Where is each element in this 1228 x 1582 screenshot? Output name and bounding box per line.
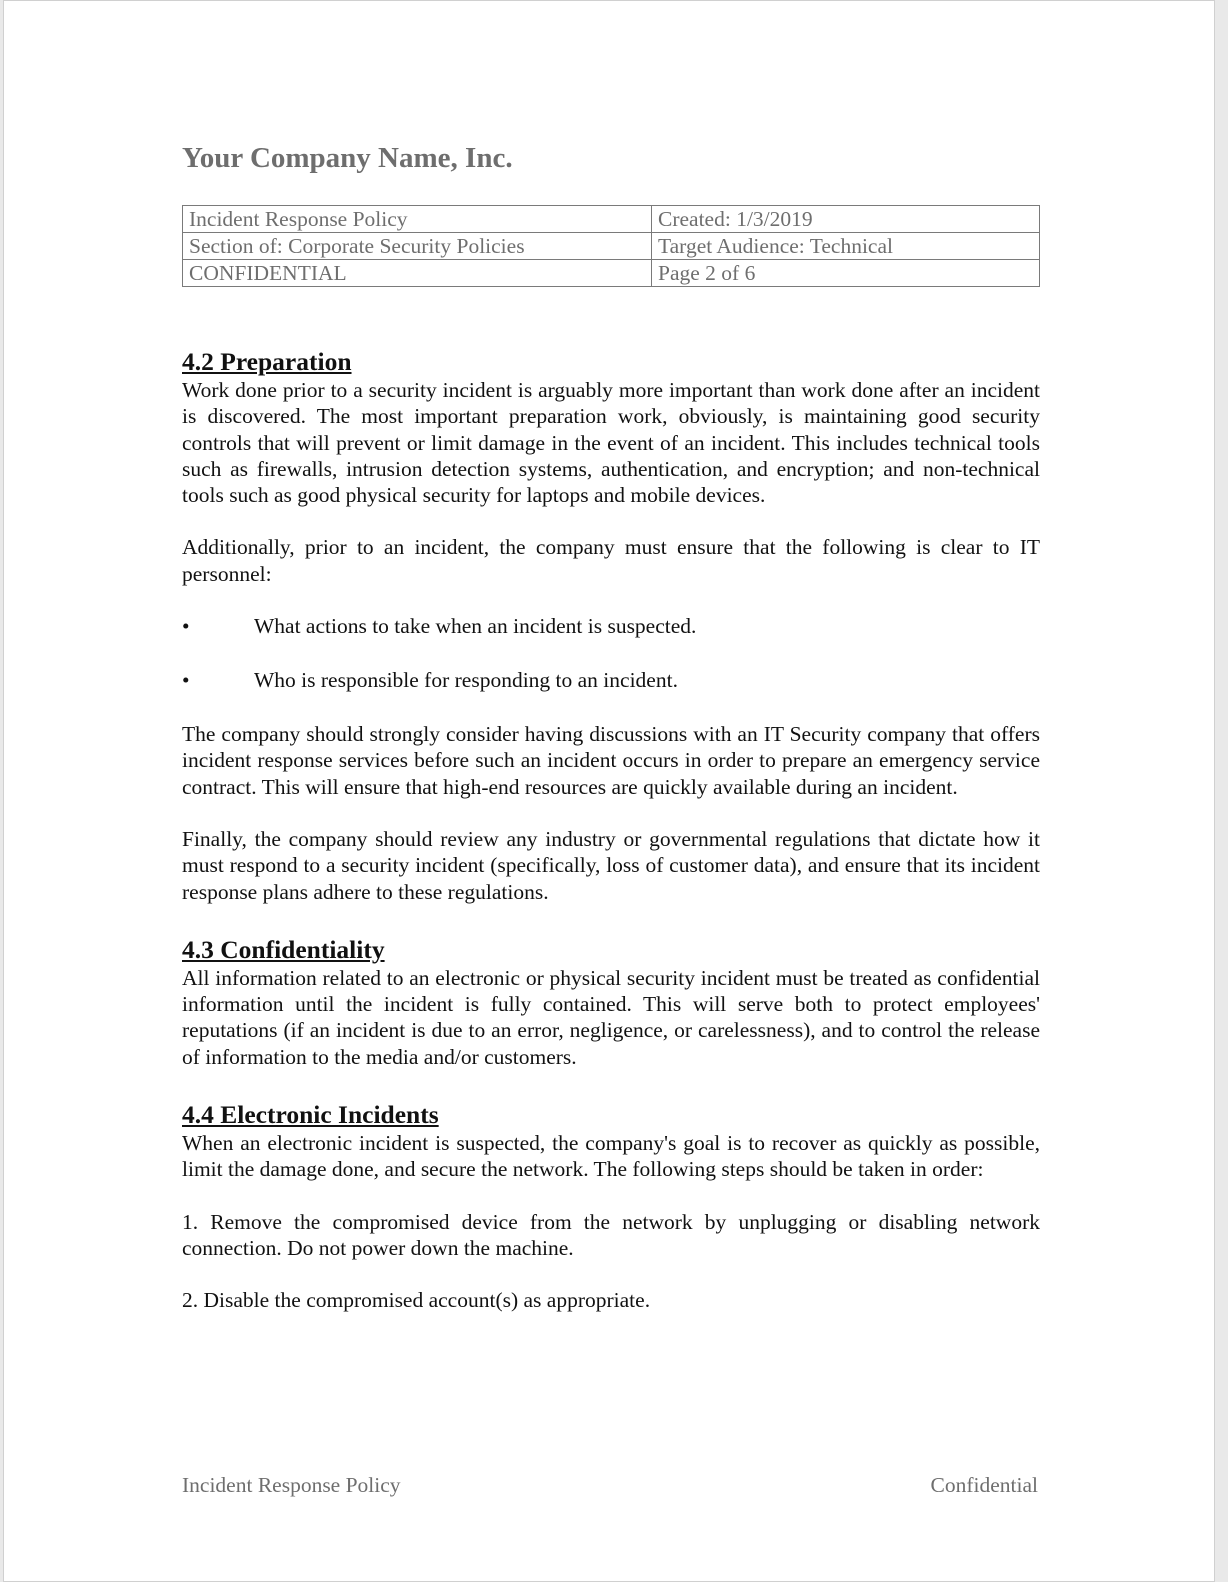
list-item [182,667,1040,693]
document-body [182,347,1040,1340]
electronic-step-2: 2. Disable the compromised account(s) as appropriate. [182,1288,651,1313]
electronic-paragraph: When an electronic incident is suspected, the company's goal is to recover as quickly as possible, limit the damage done, and secure the network. The following steps should be taken in order: [182,1131,1040,1182]
table-row [183,233,1040,260]
preparation-paragraph-3: The company should strongly consider having discussions with an IT Security company that offers incident response services before such an incident occurs in order to prepare an emergency service contract. This will ensure that high-end resources are quickly available during an incident. [182,722,1040,799]
confidentiality-paragraph: All information related to an electronic or physical security incident must be treated as confidential information until the incident is fully contained. This will serve both to protect employees' reputations (if an incident is due to an error, negligence, or carelessness), and to control the release of information to the media and/or customers. [182,965,1040,1069]
company-name: Your Company Name, Inc. [182,142,513,174]
bullet-glyph: • [182,614,190,639]
preparation-paragraph-4: Finally, the company should review any industry or governmental regulations that dictate how it must respond to a security incident (specifically, loss of customer data), and ensure that its incident response plans adhere to these regulations. [182,826,1040,904]
classification-cell: CONFIDENTIAL [183,260,652,287]
preparation-paragraph-2: Additionally, prior to an incident, the company must ensure that the following is clear to IT personnel: [182,535,1040,586]
section-heading-confidentiality: 4.3 Confidentiality [182,934,385,964]
policy-name-cell: Incident Response Policy [183,206,652,233]
section-heading-electronic-incidents: 4.4 Electronic Incidents [182,1100,439,1130]
list-item [182,613,1040,639]
audience-cell: Target Audience: Technical [652,233,1040,260]
table-row [183,206,1040,233]
table-row [183,260,1040,287]
document-page [3,0,1215,1582]
section-heading-preparation: 4.2 Preparation [182,347,352,376]
bullet-glyph: • [182,668,190,693]
section-cell: Section of: Corporate Security Policies [183,233,652,260]
footer-document-title: Incident Response Policy [182,1473,401,1497]
list-item-text: What actions to take when an incident is suspected. [254,614,697,639]
created-date-cell: Created: 1/3/2019 [652,206,1040,233]
preparation-paragraph-1: Work done prior to a security incident is arguably more important than work done after an incident is discovered. The most important preparation work, obviously, is maintaining good security controls that will prevent or limit damage in the event of an incident. This includes technical tools such as firewalls, intrusion detection systems, authentication, and encryption; and non-technical tools such as good physical security for laptops and mobile devices. [182,378,1040,508]
footer-classification: Confidential [930,1473,1038,1497]
preparation-bullet-list [182,613,1040,693]
list-item-text: Who is responsible for responding to an incident. [254,668,678,693]
header-table [182,205,1040,287]
electronic-step-1: 1. Remove the compromised device from the network by unplugging or disabling network connection. Do not power down the machine. [182,1209,1040,1260]
page-number-cell: Page 2 of 6 [652,260,1040,287]
